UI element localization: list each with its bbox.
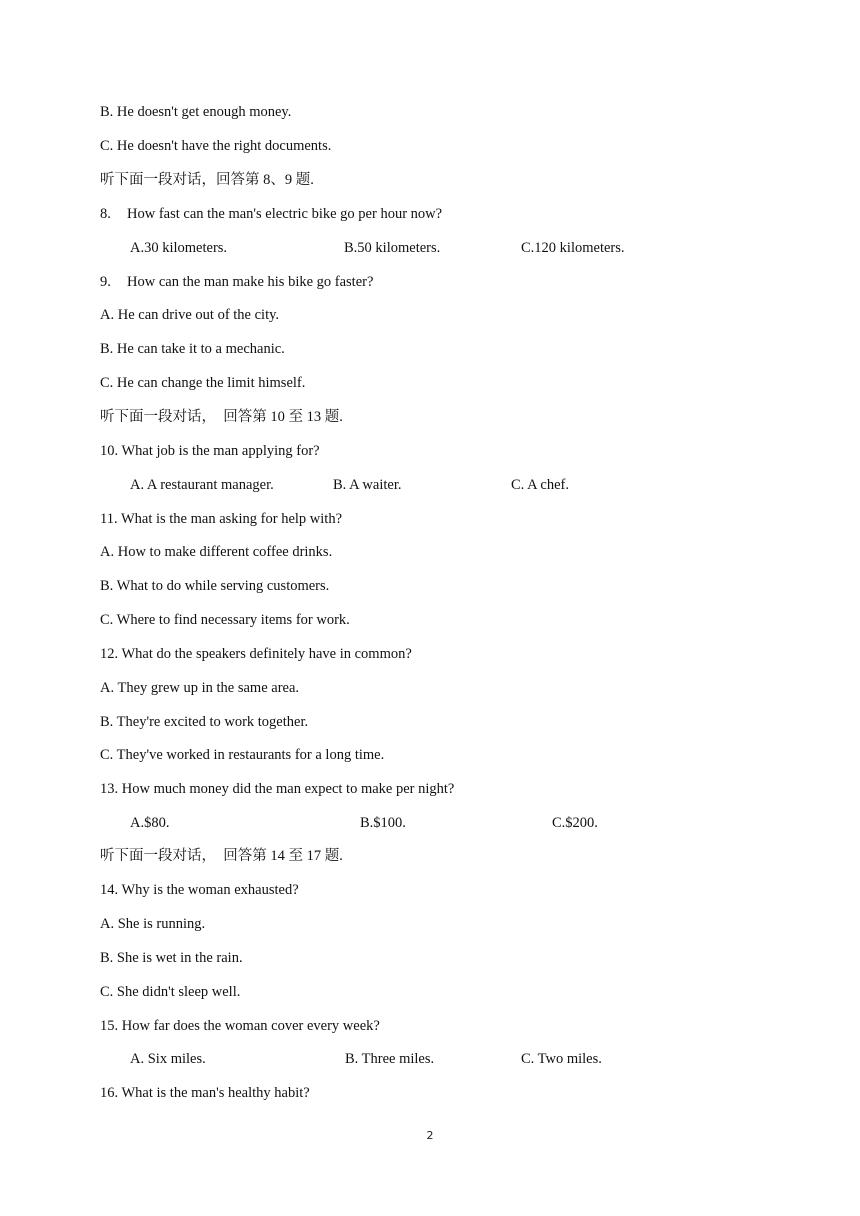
- q15-option-b: B. Three miles.: [345, 1051, 435, 1067]
- q10-option-c: C. A chef.: [511, 477, 569, 493]
- question-13: 13. How much money did the man expect to make per night?: [100, 781, 455, 797]
- q15-option-a: A. Six miles.: [130, 1051, 206, 1067]
- question-8: [100, 205, 442, 223]
- page-number: 2: [426, 1129, 434, 1142]
- q8-option-c: C.120 kilometers.: [521, 240, 625, 256]
- q8-option-b: B.50 kilometers.: [344, 240, 441, 256]
- q7-option-c: C. He doesn't have the right documents.: [100, 138, 332, 154]
- q15-option-c: C. Two miles.: [521, 1051, 602, 1067]
- q12-option-a: A. They grew up in the same area.: [100, 680, 300, 696]
- q13-option-a: A.$80.: [130, 815, 170, 831]
- q14-option-b: B. She is wet in the rain.: [100, 950, 243, 966]
- q12-option-b: B. They're excited to work together.: [100, 714, 309, 730]
- question-10: 10. What job is the man applying for?: [100, 443, 320, 459]
- q9-option-b: B. He can take it to a mechanic.: [100, 341, 285, 357]
- q13-option-c: C.$200.: [552, 815, 598, 831]
- question-9-text: How can the man make his bike go faster?: [127, 274, 374, 290]
- question-11: 11. What is the man asking for help with?: [100, 511, 343, 527]
- section-heading-10-13: 听下面一段对话， 回答第 10 至 13 题.: [100, 409, 343, 425]
- q7-option-b: B. He doesn't get enough money.: [100, 104, 292, 120]
- question-8-number: 8.: [100, 206, 111, 222]
- section-heading-14-17: 听下面一段对话， 回答第 14 至 17 题.: [100, 848, 343, 864]
- q9-option-c: C. He can change the limit himself.: [100, 375, 306, 391]
- question-8-text: How fast can the man's electric bike go per hour now?: [127, 206, 443, 222]
- question-9: [100, 273, 373, 291]
- question-16: 16. What is the man's healthy habit?: [100, 1085, 310, 1101]
- q8-option-a: A.30 kilometers.: [130, 240, 228, 256]
- q14-option-a: A. She is running.: [100, 916, 206, 932]
- q11-option-c: C. Where to find necessary items for work.: [100, 612, 350, 628]
- question-12: 12. What do the speakers definitely have in common?: [100, 646, 412, 662]
- question-15: 15. How far does the woman cover every week?: [100, 1018, 380, 1034]
- q11-option-a: A. How to make different coffee drinks.: [100, 544, 333, 560]
- question-9-number: 9.: [100, 274, 111, 290]
- q13-option-b: B.$100.: [360, 815, 406, 831]
- q10-option-a: A. A restaurant manager.: [130, 477, 274, 493]
- q11-option-b: B. What to do while serving customers.: [100, 578, 330, 594]
- section-heading-8-9: 听下面一段对话，回答第 8、9 题.: [100, 172, 314, 188]
- q10-option-b: B. A waiter.: [333, 477, 402, 493]
- q9-option-a: A. He can drive out of the city.: [100, 307, 280, 323]
- q12-option-c: C. They've worked in restaurants for a long time.: [100, 747, 385, 763]
- q14-option-c: C. She didn't sleep well.: [100, 984, 241, 1000]
- question-14: 14. Why is the woman exhausted?: [100, 882, 299, 898]
